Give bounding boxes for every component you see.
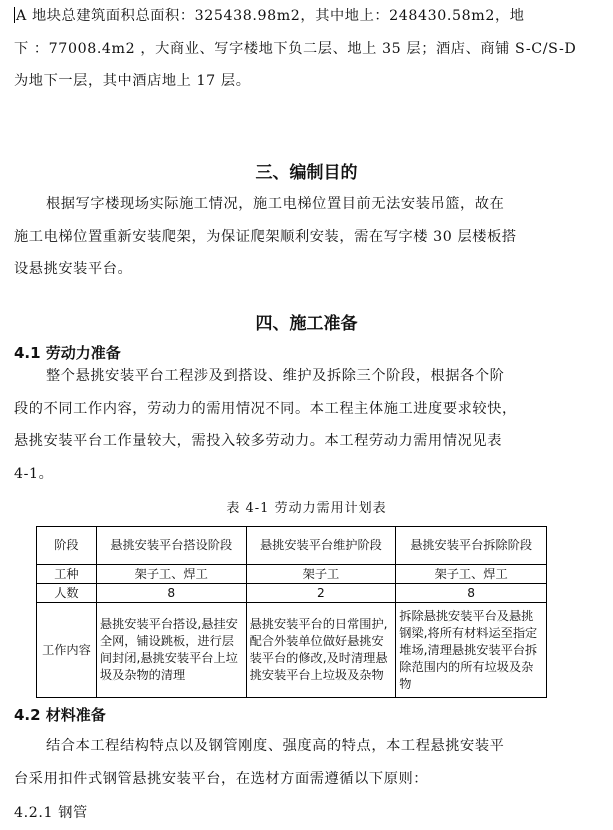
table-row: [37, 584, 547, 603]
section-4-heading: 四、施工准备: [255, 314, 358, 334]
labor-line-4: 4-1。: [14, 465, 54, 482]
table-row: [37, 527, 547, 565]
table-row: [37, 603, 547, 698]
subsection-4-1-paragraph: [14, 360, 580, 490]
table-cell-stage-erect: 悬挑安装平台搭设阶段: [96, 527, 246, 565]
table-cell-work-dismantle: 拆除悬挑安装平台及悬挑钢梁,将所有材料运至指定堆场,清理悬挑安装平台拆除范围内的所有垃圾及杂物: [396, 603, 547, 698]
subsection-4-2-heading: 4.2 材料准备: [14, 706, 106, 724]
section-3-line-2: 施工电梯位置重新安装爬架，为保证爬架顺利安装，需在写字楼 30 层楼板搭: [14, 228, 517, 245]
table-cell-stage-label: 阶段: [37, 527, 97, 565]
section-3-paragraph: [14, 188, 580, 286]
section-3-line-3: 设悬挑安装平台。: [14, 261, 133, 277]
intro-line-2: 下 ：77008.4m2 ，大商业、写字楼地下负二层、地上 35 层；酒店、商铺 S-C/S-D: [14, 40, 577, 57]
table-cell-trade-dismantle: 架子工、焊工: [396, 565, 547, 584]
labor-line-1: 整个悬挑安装平台工程涉及到搭设、维护及拆除三个阶段，根据各个阶: [46, 368, 505, 384]
table-cell-stage-dismantle: 悬挑安装平台拆除阶段: [396, 527, 547, 565]
intro-line-3: 为地下一层，其中酒店地上 17 层。: [14, 73, 251, 89]
table-cell-stage-maintain: 悬挑安装平台维护阶段: [246, 527, 396, 565]
material-line-1: 结合本工程结构特点以及钢管刚度、强度高的特点，本工程悬挑安装平: [46, 738, 505, 754]
intro-paragraph: [14, 0, 580, 98]
subsection-4-1-heading: 4.1 劳动力准备: [14, 344, 121, 362]
table-cell-count-erect: 8: [96, 584, 246, 603]
table-cell-trade-maintain: 架子工: [246, 565, 396, 584]
text-cursor: [14, 7, 15, 23]
table-cell-work-label: 工作内容: [37, 603, 97, 698]
material-line-2: 台采用扣件式钢管悬挑安装平台，在选材方面需遵循以下原则：: [14, 770, 429, 787]
intro-line-1: A 地块总建筑面积总面积：325438.98m2，其中地上：248430.58m2，地: [16, 8, 525, 24]
section-3-line-1: 根据写字楼现场实际施工情况，施工电梯位置目前无法安装吊篮，故在: [46, 196, 505, 212]
labor-table: [36, 526, 547, 698]
table-row: [37, 565, 547, 584]
subsection-4-2-1-heading: 4.2.1 钢管: [14, 805, 88, 821]
labor-line-2: 段的不同工作内容，劳动力的需用情况不同。本工程主体施工进度要求较快，: [14, 400, 517, 417]
table-cell-count-dismantle: 8: [396, 584, 547, 603]
table-cell-trade-erect: 架子工、焊工: [96, 565, 246, 584]
labor-line-3: 悬挑安装平台工作量较大，需投入较多劳动力。本工程劳动力需用情况见表: [14, 433, 502, 449]
section-3-heading: 三、编制目的: [255, 163, 358, 183]
subsection-4-2-paragraph: [14, 730, 580, 795]
table-cell-trade-label: 工种: [37, 565, 97, 584]
table-cell-work-erect: 悬挑安装平台搭设,悬挂安全网，铺设跳板，进行层间封闭,悬挑安装平台上垃圾及杂物的清理: [96, 603, 246, 698]
table-cell-count-maintain: 2: [246, 584, 396, 603]
table-cell-count-label: 人数: [37, 584, 97, 603]
table-caption: 表 4-1 劳动力需用计划表: [226, 501, 387, 516]
table-cell-work-maintain: 悬挑安装平台的日常围护,配合外装单位做好悬挑安装平台的修改,及时清理悬挑安装平台上垃圾及杂物: [246, 603, 396, 698]
